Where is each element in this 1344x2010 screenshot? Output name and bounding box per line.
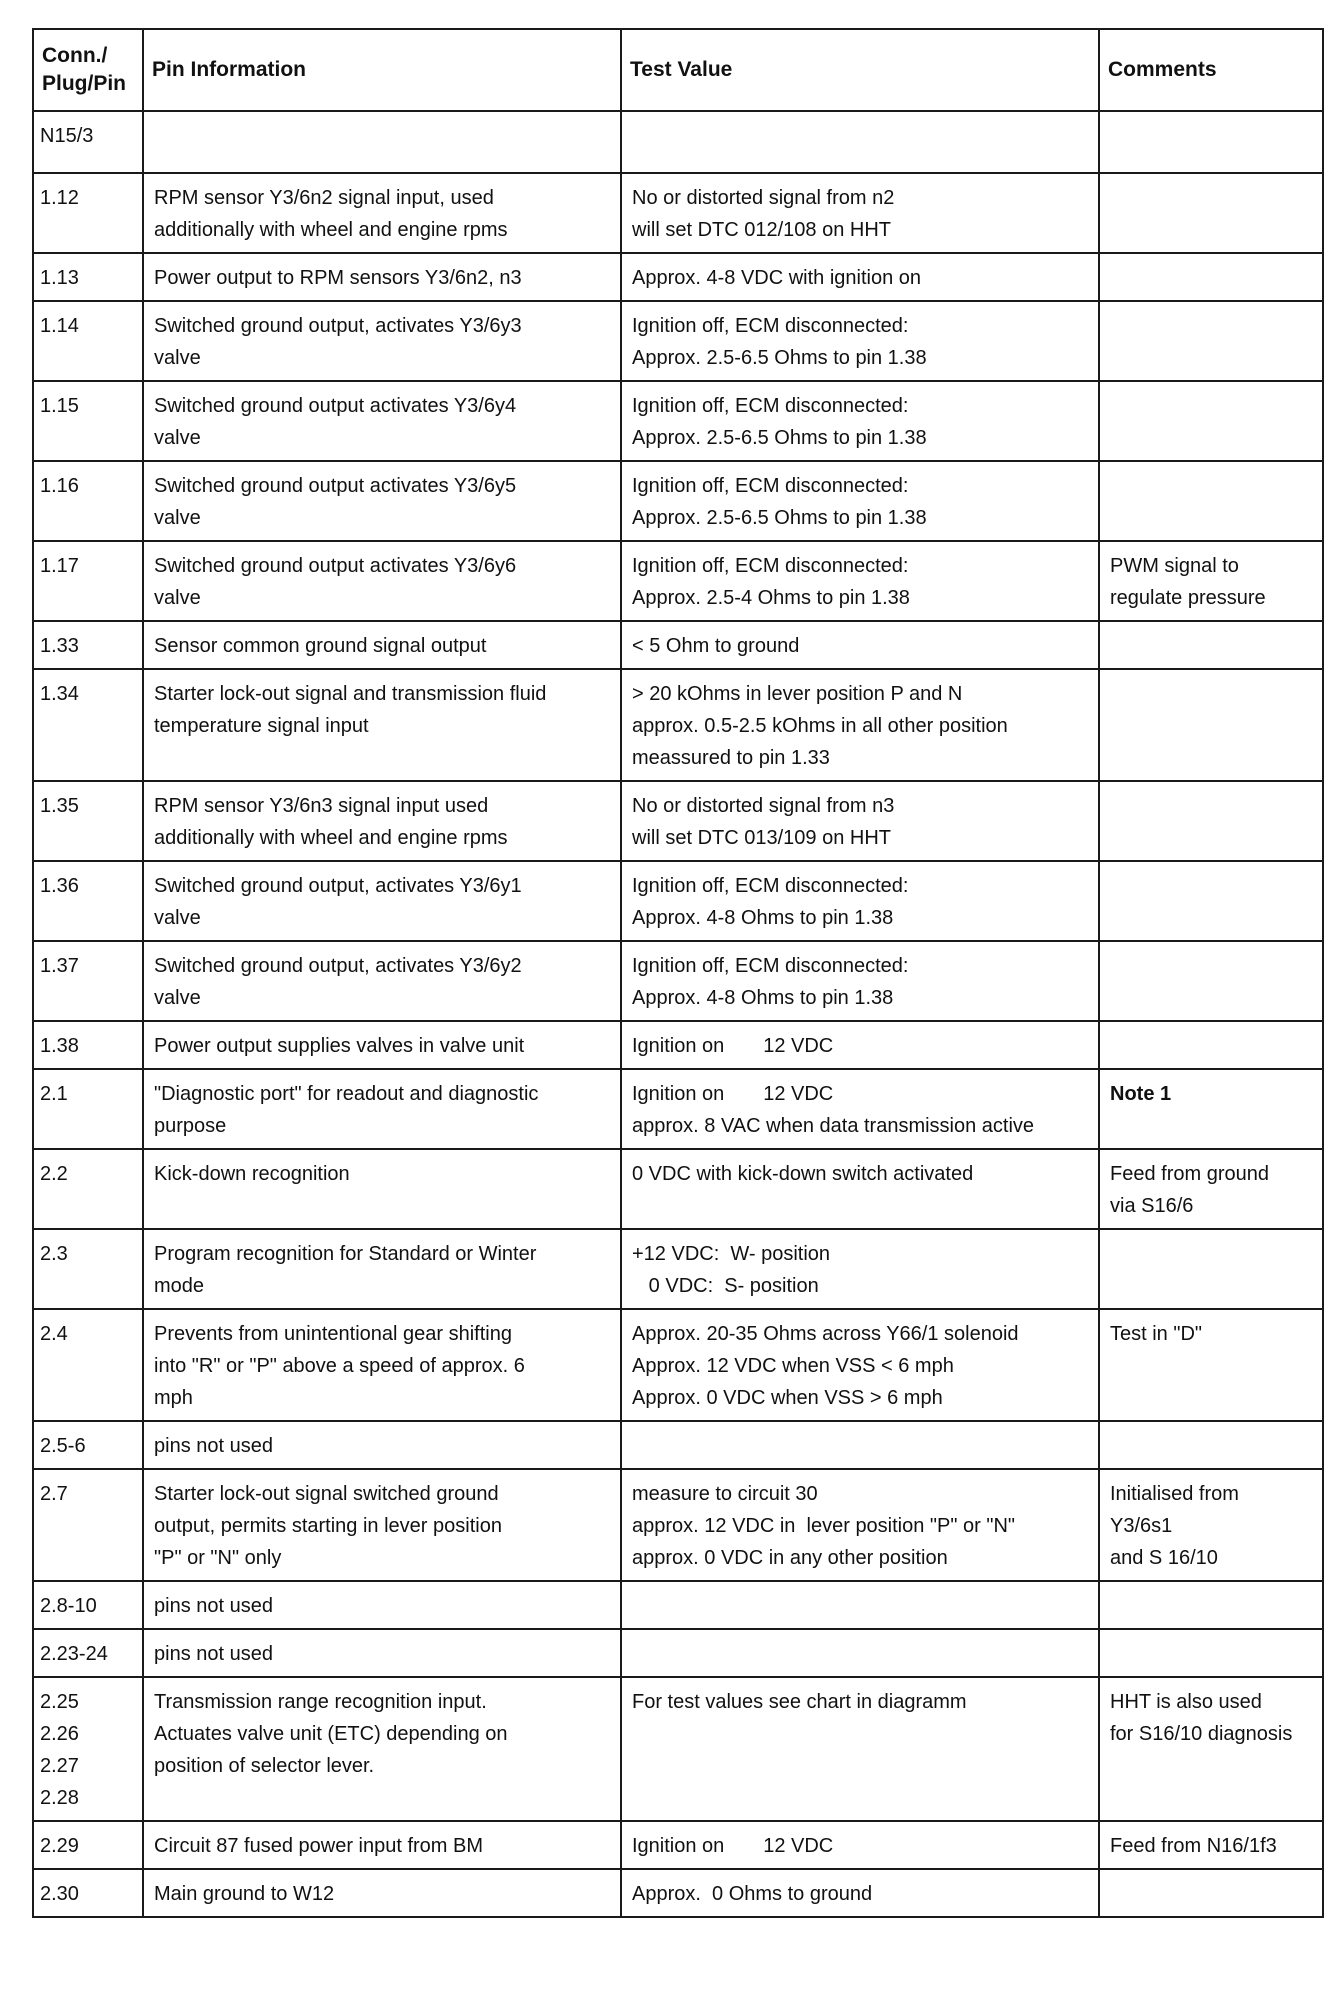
pin-line: 2.25 (40, 1691, 79, 1713)
test-value-line: Ignition off, ECM disconnected: (632, 955, 909, 977)
test-value-line: Approx. 2.5-6.5 Ohms to pin 1.38 (632, 507, 927, 529)
pin-line: 2.27 (40, 1755, 79, 1777)
pin-line: 2.23-24 (40, 1643, 108, 1665)
table-row (33, 1421, 1323, 1469)
pin-line: 1.34 (40, 683, 79, 705)
test-value-line: will set DTC 013/109 on HHT (632, 827, 891, 849)
pin-info-cell (143, 1677, 621, 1821)
comments-cell (1099, 1149, 1323, 1229)
comments-cell (1099, 1069, 1323, 1149)
test-value-line: > 20 kOhms in lever position P and N (632, 683, 963, 705)
pin-line: 1.36 (40, 875, 79, 897)
pin-info-line: Switched ground output activates Y3/6y5 (154, 475, 517, 497)
test-value-line: Ignition on 12 VDC (632, 1035, 834, 1057)
comments-cell (1099, 1677, 1323, 1821)
pin-cell (33, 781, 143, 861)
table-row (33, 861, 1323, 941)
pin-info-cell (143, 941, 621, 1021)
pin-info-cell (143, 1469, 621, 1581)
test-value-cell (621, 781, 1099, 861)
pin-line: 1.38 (40, 1035, 79, 1057)
comments-line: Test in "D" (1110, 1323, 1203, 1345)
pin-info-line: valve (154, 507, 201, 529)
table-row (33, 669, 1323, 781)
test-value-line: Approx. 4-8 VDC with ignition on (632, 267, 922, 289)
pin-info-cell (143, 381, 621, 461)
table-row (33, 1581, 1323, 1629)
test-value-line: Approx. 0 Ohms to ground (632, 1883, 873, 1905)
comments-cell (1099, 781, 1323, 861)
test-value-line: measure to circuit 30 (632, 1483, 818, 1505)
pin-info-cell (143, 541, 621, 621)
pin-info-cell (143, 1629, 621, 1677)
pin-line: 2.28 (40, 1787, 79, 1809)
comments-line: Initialised from (1110, 1483, 1239, 1505)
header-pin-information: Pin Information (143, 29, 621, 111)
pin-cell (33, 621, 143, 669)
pin-info-line: pins not used (154, 1435, 273, 1457)
pin-info-line: Transmission range recognition input. (154, 1691, 487, 1713)
table-row (33, 1309, 1323, 1421)
pin-cell (33, 1677, 143, 1821)
table-row (33, 381, 1323, 461)
pin-info-line: Circuit 87 fused power input from BM (154, 1835, 484, 1857)
pin-info-line: additionally with wheel and engine rpms (154, 827, 508, 849)
comments-cell (1099, 1021, 1323, 1069)
test-value-line: Approx. 2.5-6.5 Ohms to pin 1.38 (632, 427, 927, 449)
table-row (33, 1149, 1323, 1229)
pin-info-line: pins not used (154, 1595, 273, 1617)
pin-cell (33, 1309, 143, 1421)
test-value-line: Approx. 0 VDC when VSS > 6 mph (632, 1387, 943, 1409)
pin-info-line: position of selector lever. (154, 1755, 375, 1777)
header-comments: Comments (1099, 29, 1323, 111)
header-conn-line1: Conn./ (42, 44, 108, 67)
table-row (33, 111, 1323, 173)
comments-cell (1099, 381, 1323, 461)
pin-info-line: valve (154, 587, 201, 609)
pin-info-line: Sensor common ground signal output (154, 635, 487, 657)
comments-line: PWM signal to (1110, 555, 1239, 577)
comments-cell (1099, 173, 1323, 253)
pin-info-cell (143, 781, 621, 861)
pin-info-cell (143, 1581, 621, 1629)
pin-cell (33, 461, 143, 541)
test-value-cell (621, 669, 1099, 781)
pin-info-cell (143, 1821, 621, 1869)
test-value-line: approx. 8 VAC when data transmission active (632, 1115, 1035, 1137)
pin-line: 2.2 (40, 1163, 68, 1185)
test-value-cell (621, 1421, 1099, 1469)
pin-info-line: Starter lock-out signal switched ground (154, 1483, 499, 1505)
pin-line: 1.12 (40, 187, 79, 209)
pin-info-cell (143, 1021, 621, 1069)
table-row (33, 781, 1323, 861)
pin-cell (33, 301, 143, 381)
table-row (33, 301, 1323, 381)
pin-info-cell (143, 253, 621, 301)
pin-line: 1.17 (40, 555, 79, 577)
test-value-cell (621, 1149, 1099, 1229)
table-row (33, 1021, 1323, 1069)
table-row (33, 1069, 1323, 1149)
pin-info-cell (143, 461, 621, 541)
table-row (33, 1869, 1323, 1917)
test-value-cell (621, 1229, 1099, 1309)
comments-cell (1099, 1229, 1323, 1309)
pin-line: 1.33 (40, 635, 79, 657)
test-value-cell (621, 1069, 1099, 1149)
pin-info-line: RPM sensor Y3/6n2 signal input, used (154, 187, 494, 209)
pin-line: 2.29 (40, 1835, 79, 1857)
pin-line: 2.1 (40, 1083, 68, 1105)
pin-info-line: Power output to RPM sensors Y3/6n2, n3 (154, 267, 522, 289)
pin-info-line: into "R" or "P" above a speed of approx. 6 (154, 1355, 525, 1377)
comments-line: via S16/6 (1110, 1195, 1194, 1217)
test-value-cell (621, 173, 1099, 253)
test-value-line: meassured to pin 1.33 (632, 747, 830, 769)
pin-info-line: Starter lock-out signal and transmission fluid (154, 683, 547, 705)
comments-line: Y3/6s1 (1110, 1515, 1173, 1537)
test-value-line: Approx. 20-35 Ohms across Y66/1 solenoid (632, 1323, 1019, 1345)
test-value-cell (621, 253, 1099, 301)
pin-cell (33, 1469, 143, 1581)
comments-line: Feed from N16/1f3 (1110, 1835, 1277, 1857)
test-value-cell (621, 461, 1099, 541)
pin-info-cell (143, 301, 621, 381)
comments-line: for S16/10 diagnosis (1110, 1723, 1293, 1745)
pin-cell (33, 1629, 143, 1677)
test-value-cell (621, 301, 1099, 381)
pin-line: 1.13 (40, 267, 79, 289)
pin-info-cell (143, 1309, 621, 1421)
pin-info-line: mph (154, 1387, 193, 1409)
pin-info-line: pins not used (154, 1643, 273, 1665)
pin-info-line: Switched ground output activates Y3/6y4 (154, 395, 517, 417)
test-value-line: Approx. 2.5-4 Ohms to pin 1.38 (632, 587, 910, 609)
pin-cell (33, 861, 143, 941)
pin-cell (33, 1581, 143, 1629)
pin-info-line: Switched ground output, activates Y3/6y1 (154, 875, 522, 897)
test-value-line: Ignition off, ECM disconnected: (632, 315, 909, 337)
test-value-line: Ignition off, ECM disconnected: (632, 875, 909, 897)
pin-info-line: Switched ground output activates Y3/6y6 (154, 555, 517, 577)
pin-information-table (32, 28, 1324, 1918)
table-row (33, 1629, 1323, 1677)
test-value-cell (621, 1581, 1099, 1629)
comments-cell (1099, 1869, 1323, 1917)
test-value-line: 0 VDC with kick-down switch activated (632, 1163, 974, 1185)
comments-cell (1099, 621, 1323, 669)
pin-cell (33, 253, 143, 301)
pin-line: 1.35 (40, 795, 79, 817)
test-value-line: Ignition on 12 VDC (632, 1835, 834, 1857)
pin-info-line: RPM sensor Y3/6n3 signal input used (154, 795, 489, 817)
pin-info-cell (143, 1869, 621, 1917)
pin-info-line: Actuates valve unit (ETC) depending on (154, 1723, 508, 1745)
pin-info-cell (143, 669, 621, 781)
pin-cell (33, 1869, 143, 1917)
test-value-cell (621, 111, 1099, 173)
comments-cell (1099, 301, 1323, 381)
pin-table-sheet (32, 28, 1322, 1918)
test-value-cell (621, 1309, 1099, 1421)
pin-line: 2.3 (40, 1243, 68, 1265)
pin-line: 1.37 (40, 955, 79, 977)
pin-cell (33, 1149, 143, 1229)
comments-line: and S 16/10 (1110, 1547, 1218, 1569)
comments-line: regulate pressure (1110, 587, 1266, 609)
test-value-line: Approx. 4-8 Ohms to pin 1.38 (632, 987, 894, 1009)
pin-line: 2.7 (40, 1483, 68, 1505)
comments-cell (1099, 1469, 1323, 1581)
test-value-line: No or distorted signal from n2 (632, 187, 895, 209)
pin-info-line: Power output supplies valves in valve unit (154, 1035, 525, 1057)
test-value-cell (621, 621, 1099, 669)
pin-info-line: mode (154, 1275, 205, 1297)
pin-line: 2.4 (40, 1323, 68, 1345)
test-value-line: approx. 0 VDC in any other position (632, 1547, 948, 1569)
test-value-line: < 5 Ohm to ground (632, 635, 800, 657)
pin-info-line: "P" or "N" only (154, 1547, 282, 1569)
comments-cell (1099, 111, 1323, 173)
test-value-cell (621, 1021, 1099, 1069)
test-value-cell (621, 541, 1099, 621)
pin-cell (33, 1069, 143, 1149)
pin-info-line: valve (154, 987, 201, 1009)
pin-line: 1.16 (40, 475, 79, 497)
comments-line: HHT is also used (1110, 1691, 1262, 1713)
pin-line: 1.15 (40, 395, 79, 417)
table-row (33, 621, 1323, 669)
test-value-cell (621, 381, 1099, 461)
table-row (33, 1229, 1323, 1309)
test-value-cell (621, 861, 1099, 941)
comments-cell (1099, 541, 1323, 621)
test-value-line: For test values see chart in diagramm (632, 1691, 967, 1713)
test-value-cell (621, 1469, 1099, 1581)
test-value-line: Approx. 2.5-6.5 Ohms to pin 1.38 (632, 347, 927, 369)
table-row (33, 1821, 1323, 1869)
comments-cell (1099, 461, 1323, 541)
table-row (33, 173, 1323, 253)
table-header-row (33, 29, 1323, 111)
header-conn-line2: Plug/Pin (42, 72, 126, 95)
comments-cell (1099, 861, 1323, 941)
pin-info-line: Main ground to W12 (154, 1883, 335, 1905)
comments-cell (1099, 1421, 1323, 1469)
table-row (33, 541, 1323, 621)
test-value-line: approx. 12 VDC in lever position "P" or "N" (632, 1515, 1016, 1537)
test-value-cell (621, 1629, 1099, 1677)
pin-info-cell (143, 173, 621, 253)
test-value-line: +12 VDC: W- position (632, 1243, 831, 1265)
pin-info-cell (143, 621, 621, 669)
pin-info-line: valve (154, 427, 201, 449)
comments-cell (1099, 1309, 1323, 1421)
pin-info-line: Kick-down recognition (154, 1163, 350, 1185)
pin-line: N15/3 (40, 125, 94, 147)
comments-line: Note 1 (1110, 1083, 1172, 1105)
test-value-line: Ignition off, ECM disconnected: (632, 475, 909, 497)
test-value-line: will set DTC 012/108 on HHT (632, 219, 891, 241)
pin-info-line: valve (154, 347, 201, 369)
test-value-line: Approx. 12 VDC when VSS < 6 mph (632, 1355, 954, 1377)
test-value-line: Ignition on 12 VDC (632, 1083, 834, 1105)
pin-cell (33, 1821, 143, 1869)
header-conn-plug-pin (33, 29, 143, 111)
pin-cell (33, 541, 143, 621)
pin-info-line: Program recognition for Standard or Winter (154, 1243, 537, 1265)
pin-cell (33, 1021, 143, 1069)
pin-cell (33, 941, 143, 1021)
pin-line: 2.8-10 (40, 1595, 97, 1617)
pin-info-line: valve (154, 907, 201, 929)
pin-info-line: additionally with wheel and engine rpms (154, 219, 508, 241)
pin-info-line: Switched ground output, activates Y3/6y2 (154, 955, 522, 977)
table-row (33, 1469, 1323, 1581)
comments-cell (1099, 1629, 1323, 1677)
table-row (33, 941, 1323, 1021)
comments-cell (1099, 253, 1323, 301)
test-value-line: Ignition off, ECM disconnected: (632, 395, 909, 417)
table-row (33, 1677, 1323, 1821)
pin-line: 1.14 (40, 315, 79, 337)
pin-info-cell (143, 1149, 621, 1229)
pin-info-cell (143, 1421, 621, 1469)
pin-cell (33, 1229, 143, 1309)
pin-info-line: Switched ground output, activates Y3/6y3 (154, 315, 522, 337)
pin-info-cell (143, 1229, 621, 1309)
pin-info-line: Prevents from unintentional gear shifting (154, 1323, 512, 1345)
pin-info-cell (143, 111, 621, 173)
test-value-line: approx. 0.5-2.5 kOhms in all other position (632, 715, 1008, 737)
pin-line: 2.26 (40, 1723, 79, 1745)
test-value-line: No or distorted signal from n3 (632, 795, 895, 817)
test-value-line: Ignition off, ECM disconnected: (632, 555, 909, 577)
pin-cell (33, 173, 143, 253)
test-value-cell (621, 941, 1099, 1021)
pin-info-line: temperature signal input (154, 715, 369, 737)
comments-line: Feed from ground (1110, 1163, 1269, 1185)
pin-info-line: purpose (154, 1115, 227, 1137)
pin-cell (33, 1421, 143, 1469)
comments-cell (1099, 669, 1323, 781)
comments-cell (1099, 1581, 1323, 1629)
pin-cell (33, 111, 143, 173)
test-value-cell (621, 1869, 1099, 1917)
pin-cell (33, 669, 143, 781)
pin-line: 2.30 (40, 1883, 79, 1905)
table-row (33, 253, 1323, 301)
pin-info-cell (143, 861, 621, 941)
pin-info-cell (143, 1069, 621, 1149)
pin-line: 2.5-6 (40, 1435, 86, 1457)
pin-info-line: "Diagnostic port" for readout and diagnostic (154, 1083, 539, 1105)
test-value-cell (621, 1821, 1099, 1869)
test-value-cell (621, 1677, 1099, 1821)
comments-cell (1099, 1821, 1323, 1869)
test-value-line: 0 VDC: S- position (632, 1275, 819, 1297)
comments-cell (1099, 941, 1323, 1021)
pin-info-line: output, permits starting in lever position (154, 1515, 502, 1537)
header-test-value: Test Value (621, 29, 1099, 111)
table-row (33, 461, 1323, 541)
pin-cell (33, 381, 143, 461)
test-value-line: Approx. 4-8 Ohms to pin 1.38 (632, 907, 894, 929)
